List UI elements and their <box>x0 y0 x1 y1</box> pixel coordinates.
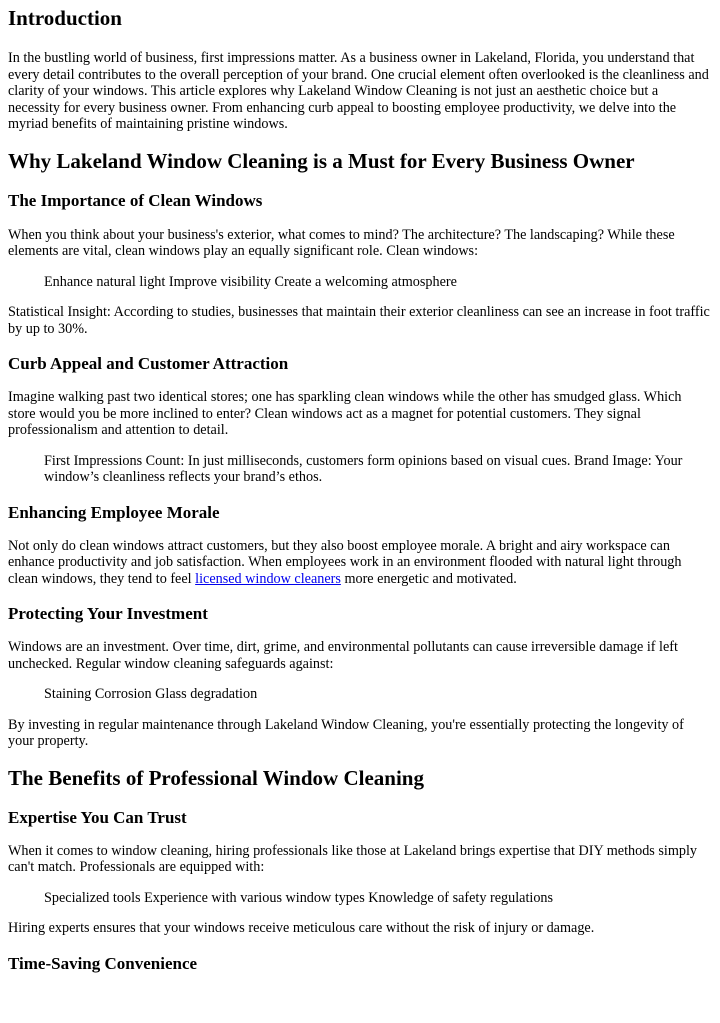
investment-heading: Protecting Your Investment <box>8 604 208 623</box>
morale-text-before-link: Not only do clean windows attract customers, but they also boost employee morale. A bright and airy workspace can enhance productivity and job satisfaction. When employees work in an environment flooded with natural light through clean windows, they tend to feel <box>8 537 682 587</box>
importance-paragraph: When you think about your business's exterior, what comes to mind? The architecture? The landscaping? While these elements are vital, clean windows play an equally significant role. Clean windows: <box>8 226 675 259</box>
intro-heading: Introduction <box>8 6 122 30</box>
section1-heading: Why Lakeland Window Cleaning is a Must for Every Business Owner <box>8 148 635 173</box>
curb-list: First Impressions Count: In just milliseconds, customers form opinions based on visual cues. Brand Image: Your window’s cleanliness reflects your brand’s ethos. <box>44 452 683 485</box>
time-heading: Time-Saving Convenience <box>8 953 198 973</box>
curb-heading: Curb Appeal and Customer Attraction <box>8 354 289 373</box>
expertise-heading: Expertise You Can Trust <box>8 807 187 827</box>
intro-paragraph: In the bustling world of business, first impressions matter. As a business owner in Lakeland, Florida, you understand that every detail contributes to the overall perception of your brand. One crucial element often overlooked is the cleanliness and clarity of your windows. This article explores why Lakeland Window Cleaning is not just an aesthetic choice but a necessity for every business owner. From enhancing curb appeal to boosting employee productivity, we delve into the myriad benefits of maintaining pristine windows. <box>8 50 709 132</box>
investment-list: Staining Corrosion Glass degradation <box>44 686 258 702</box>
morale-paragraph <box>8 538 712 588</box>
statistical-insight: Statistical Insight: According to studies, businesses that maintain their exterior cleanliness can see an increase in foot traffic by up to 30%. <box>8 304 710 337</box>
article-page <box>0 6 720 974</box>
morale-heading: Enhancing Employee Morale <box>8 502 220 522</box>
importance-heading: The Importance of Clean Windows <box>8 190 263 210</box>
investment-paragraph: Windows are an investment. Over time, dirt, grime, and environmental pollutants can cause irreversible damage if left unchecked. Regular window cleaning safeguards against: <box>8 639 678 672</box>
morale-text-after-link: more energetic and motivated. <box>340 570 517 587</box>
expertise-conclusion: Hiring experts ensures that your windows receive meticulous care without the risk of injury or damage. <box>8 920 595 936</box>
expertise-paragraph: When it comes to window cleaning, hiring professionals like those at Lakeland brings expertise that DIY methods simply can't match. Professionals are equipped with: <box>8 842 697 875</box>
importance-list: Enhance natural light Improve visibility Create a welcoming atmosphere <box>44 273 457 290</box>
investment-conclusion: By investing in regular maintenance through Lakeland Window Cleaning, you're essentially protecting the longevity of your property. <box>8 716 684 749</box>
section2-heading: The Benefits of Professional Window Cleaning <box>8 765 424 790</box>
expertise-list: Specialized tools Experience with various window types Knowledge of safety regulations <box>44 889 554 906</box>
curb-paragraph: Imagine walking past two identical stores; one has sparkling clean windows while the other has smudged glass. Which store would you be more inclined to enter? Clean windows act as a magnet for potential customers. They signal professionalism and attention to detail. <box>8 389 682 438</box>
licensed-window-cleaners-link[interactable]: licensed window cleaners <box>195 570 341 587</box>
